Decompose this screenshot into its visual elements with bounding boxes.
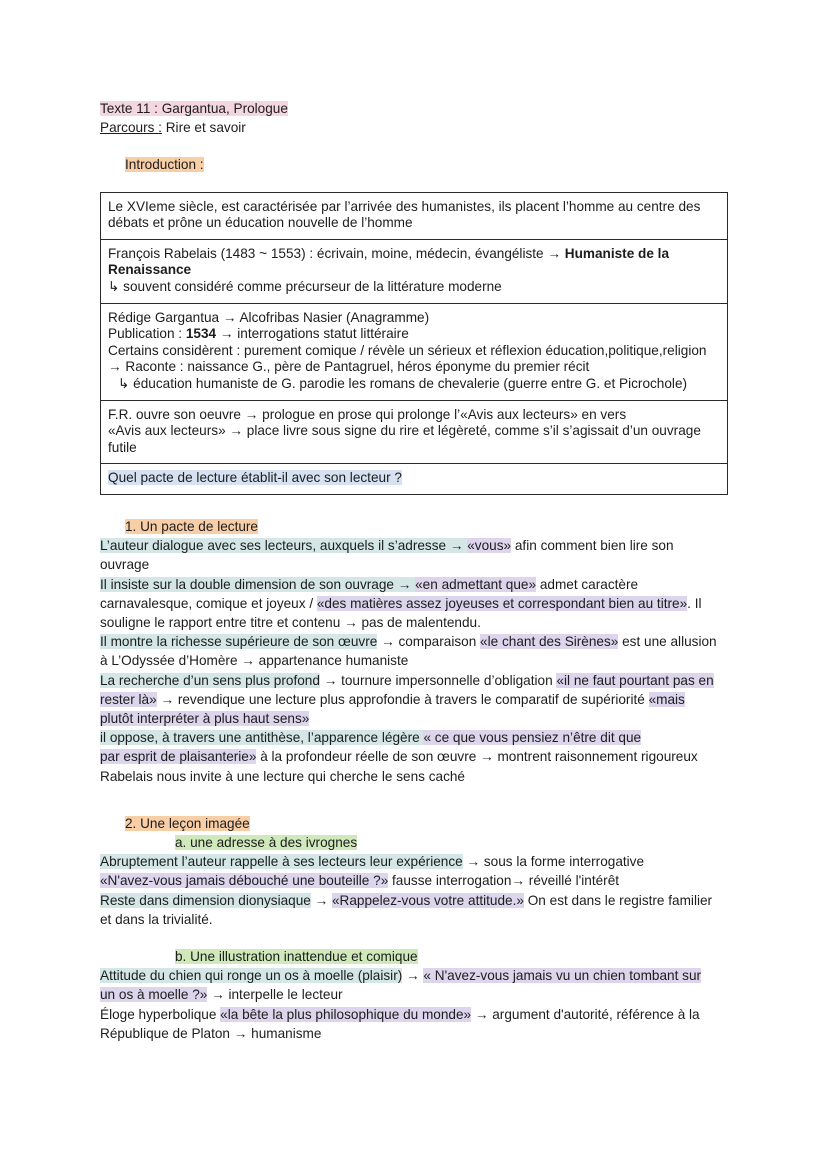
table-row-work: Rédige Gargantua → Alcofribas Nasier (Anagramme) Publication : 1534 → interrogations statut littéraire Certains considèrent : purement comique / révèle un sérieux et réflexion éducation,politique,religion → Raconte : naissance G., père de Pantagruel, héros éponyme du premier récit ↳ éducation humaniste de G. parodie les romans de chevalerie (guerre entre G. et Picrochole) <box>101 303 727 400</box>
parcours-label: Parcours : <box>100 120 162 136</box>
parcours-value: Rire et savoir <box>161 120 246 136</box>
section-1-heading: 1. Un pacte de lecture <box>125 518 258 534</box>
introduction-table <box>100 192 728 495</box>
document-page <box>100 99 730 1043</box>
parcours-line <box>100 118 730 137</box>
subsection-a-heading: a. une adresse à des ivrognes <box>175 834 358 850</box>
document-title: Texte 11 : Gargantua, Prologue <box>100 101 288 116</box>
table-row-problematique: Quel pacte de lecture établit-il avec son lecteur ? <box>101 463 727 494</box>
table-row-context: Le XVIeme siècle, est caractérisée par l’arrivée des humanistes, ils placent l’homme au centre des débats et prône un éducation nouvelle de l’homme <box>108 198 701 231</box>
subsection-b-heading: b. Une illustration inattendue et comique <box>175 948 418 964</box>
introduction-heading: Introduction : <box>125 157 204 173</box>
table-row-prologue: F.R. ouvre son oeuvre → prologue en prose qui prolonge l’«Avis aux lecteurs» en vers «Avis aux lecteurs» → place livre sous signe du rire et légèreté, comme s’il s’agissait d’un ouvrage futile <box>101 400 727 464</box>
section-1-body: L’auteur dialogue avec ses lecteurs, auxquels il s’adresse → «vous» afin comment bien lire son ouvrage Il insiste sur la double dimension de son ouvrage → «en admettant que» admet caractère carnavalesque, comique et joyeux / «des matières assez joyeuses et correspondant bien au titre». Il souligne le rapport entre titre et contenu → pas de malentendu. Il montre la richesse supérieure de son œuvre → comparaison «le chant des Sirènes» est une allusion à L’Odyssée d’Homère → appartenance humaniste La recherche d’un sens plus profond → tournure impersonnelle d’obligation «il ne faut pourtant pas en rester là» → revendique une lecture plus approfondie à travers le comparatif de supériorité «mais plutôt interpréter à plus haut sens» il oppose, à travers une antithèse, l’apparence légère « ce que vous pensiez n’être dit que par esprit de plaisanterie» à la profondeur réelle de son œuvre → montrent raisonnement rigoureux Rabelais nous invite à une lecture qui cherche le sens caché <box>100 538 717 784</box>
subsection-a-body: Abruptement l’auteur rappelle à ses lecteurs leur expérience → sous la forme interrogative «N'avez-vous jamais débouché une bouteille ?» fausse interrogation→ réveillé l'intérêt Reste dans dimension dionysiaque → «Rappelez-vous votre attitude.» On est dans le registre familier et dans la trivialité. <box>100 854 713 927</box>
section-2-heading: 2. Une leçon imagée <box>125 815 250 831</box>
table-row-author: François Rabelais (1483 ~ 1553) : écrivain, moine, médecin, évangéliste → Humaniste de la Renaissance ↳ souvent considéré comme précurseur de la littérature moderne <box>101 239 727 303</box>
subsection-b-body: Attitude du chien qui ronge un os à moelle (plaisir) → « N'avez-vous jamais vu un chien tombant sur un os à moelle ?» → interpelle le lecteur Éloge hyperbolique «la bête la plus philosophique du monde» → argument d'autorité, référence à la République de Platon → humanisme <box>100 968 702 1041</box>
